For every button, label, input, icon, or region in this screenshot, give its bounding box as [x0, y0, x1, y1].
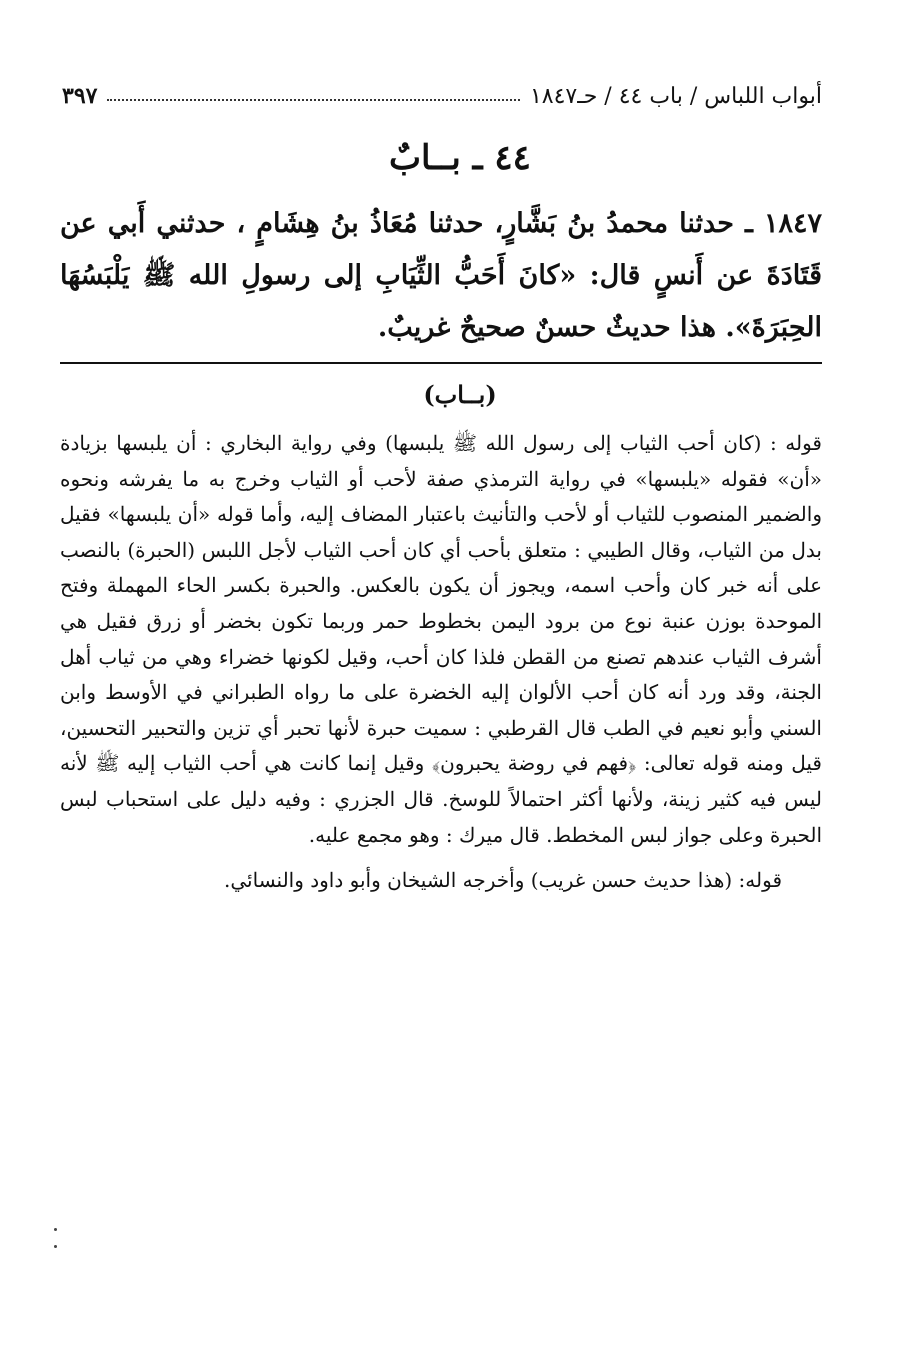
page-number: ٣٩٧: [62, 83, 98, 109]
leader-dots: [107, 99, 520, 101]
hadith-text: ١٨٤٧ ـ حدثنا محمدُ بنُ بَشَّارٍ، حدثنا مُعَاذُ بنُ هِشَامٍ ، حدثني أَبي عن قَتَادَةَ عن أَنسٍ قال: «كانَ أَحَبُّ الثِّيَابِ إلى رسولِ الله ﷺ يَلْبَسُهَا الحِبَرَةَ». هذا حديثٌ حسنٌ صحيحٌ غريبٌ.: [60, 208, 822, 343]
running-title: أبواب اللباس / باب ٤٤ / حـ١٨٤٧: [529, 83, 822, 109]
chapter-heading: ٤٤ ـ بــابٌ: [389, 138, 531, 178]
commentary-paragraph: قوله: (هذا حديث حسن غريب) وأخرجه الشيخان وأبو داود والنسائي.: [224, 868, 782, 893]
margin-dot: [54, 1228, 57, 1231]
separator-rule: [60, 362, 822, 364]
commentary-heading: (بــاب): [423, 380, 497, 409]
margin-mark: [54, 1228, 58, 1248]
commentary-body: [60, 426, 822, 899]
margin-dot: [54, 1245, 57, 1248]
commentary-paragraph: قوله : (كان أحب الثياب إلى رسول الله ﷺ يلبسها) وفي رواية البخاري : أن يلبسها بزيادة «أن» فقوله «يلبسها» في رواية الترمذي صفة لأحب أو الثياب وخرج به ما يفرشه ونحوه والضمير المنصوب للثياب أو لأحب والتأنيث باعتبار المضاف إليه، وأما قوله «أن يلبسها» فقيل بدل من الثياب، وقال الطيبي : متعلق بأحب أي كان أحب الثياب لأجل اللبس (الحبرة) بالنصب على أنه خبر كان وأحب اسمه، ويجوز أن يكون بالعكس. والحبرة بكسر الحاء المهملة وفتح الموحدة بوزن عنبة نوع من برود اليمن بخطوط حمر وربما تكون بخضر أو زرق فقيل هي أشرف الثياب عندهم تصنع من القطن فلذا كان أحب، وقيل لكونها خضراء وهي من ثياب أهل الجنة، وقد ورد أنه كان أحب الألوان إليه الخضرة على ما رواه الطبراني في الأوسط وابن السني وأبو نعيم في الطب قال القرطبي : سميت حبرة لأنها تحبر أي تزين والتحبير التحسين، قيل ومنه قوله تعالى: ﴿فهم في روضة يحبرون﴾ وقيل إنما كانت هي أحب الثياب إليه ﷺ لأنه ليس فيه كثير زينة، ولأنها أكثر احتمالاً للوسخ. قال الجزري : وفيه دليل على استحباب لبس الحبرة وعلى جواز لبس المخطط. قال ميرك : وهو مجمع عليه.: [60, 431, 822, 847]
running-header: [62, 78, 822, 114]
